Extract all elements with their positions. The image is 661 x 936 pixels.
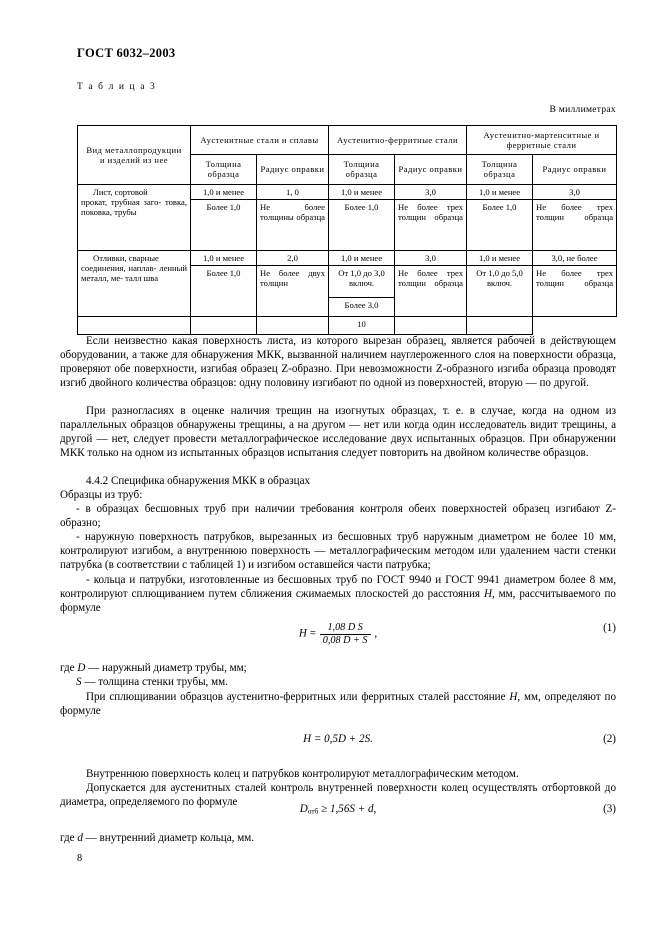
cell: От 1,0 до 3,0 включ.: [329, 265, 395, 297]
paragraph-1-block: [60, 334, 616, 390]
where-S: [60, 675, 616, 689]
formula-3-rest: ≥ 1,56S + d,: [318, 803, 377, 815]
formula-3-base: D: [299, 803, 308, 815]
subheader-radius-1: Радиус оправки: [257, 155, 329, 184]
var-D: D: [77, 662, 86, 674]
row-label-line2: прокат, трубная заго-: [81, 196, 162, 207]
cell: Не более трех толщин образца: [395, 199, 467, 250]
cell: Более 1,0: [191, 199, 257, 250]
column-header-product-type: [78, 126, 191, 185]
bullet-3-text: - кольца и патрубки, изготовленные из бесшовных труб по ГОСТ 9940 и ГОСТ 9941 диаметром более 8 мм, контролируют сплющиванием путем сближения сжимаемых плоскостей до расстояния: [60, 574, 616, 601]
formula-1-number: (1): [603, 622, 616, 634]
paragraph-2: При разногласиях в оценке наличия трещин на изогнутых образцах, т. е. в случае, когда на одном из параллельных образцов обнаружены трещины, а на другом — нет или когда один исследователь видит трещины, а другой — нет, следует провести металлографическое исследование двух испытанных образцов. При обнаружении МКК только на одном из испытанных образцов испытания следует повторить на двойном количестве образцов.: [60, 405, 616, 460]
table-row-overflow: [78, 316, 617, 334]
bullet-2: - наружную поверхность патрубков, вырезанных из бесшовных труб наружным диаметром не более 10 мм, контролируют изгибом, а внутреннюю поверхность — металлографическим методом или удалением части стенки патрубка (в соответствии с таблицей 1) и изгибом оставшейся части патрубка;: [60, 531, 616, 572]
paragraph-2-block: [60, 404, 616, 460]
cell: 1, 0: [257, 184, 329, 199]
cell: Более 3,0: [329, 297, 395, 316]
formula-3-line: [60, 803, 616, 823]
paragraph-flattening-b: , мм, определяют по формуле: [60, 691, 616, 718]
formula-1-eq: =: [309, 627, 316, 640]
formula-3-subscript: отб: [307, 806, 319, 816]
row-label-castings-welds: [78, 250, 191, 316]
row-label-sheet-rolled: [78, 184, 191, 250]
cell-empty: [78, 316, 191, 334]
var-S: S: [76, 676, 82, 689]
where-label-1: где: [60, 662, 78, 674]
table-caption: Т а б л и ц а 3: [77, 82, 157, 92]
row-label-line4: талл шва: [125, 272, 159, 283]
row-label-line3: товка, поковка, трубы: [81, 196, 187, 217]
paragraph-flattening: [60, 690, 616, 718]
formula-1-trailing: ,: [374, 627, 378, 640]
var-H: H: [483, 588, 492, 601]
var-H-2: H: [509, 691, 518, 703]
cell: 1,0 и менее: [329, 184, 395, 199]
group-header-austenitic-ferritic: Аустенитно-ферритные стали: [329, 126, 467, 155]
formula-1-fraction: [320, 622, 371, 646]
table-head-row-groups: [78, 126, 617, 155]
row-label-line2: соединения, наплав-: [81, 262, 157, 273]
var-d: d: [77, 832, 83, 844]
paragraph-before-formula-2: [60, 690, 616, 718]
cell: Более 1,0: [467, 199, 533, 250]
table-3-wrapper: [77, 125, 616, 335]
bullet-3: [60, 573, 616, 615]
cell: Не более трех толщин образца: [395, 265, 467, 316]
cell: Более 1,0: [191, 265, 257, 316]
table-3: [77, 125, 617, 335]
page-content: [46, 0, 616, 936]
cell: Не более трех толщин образца: [533, 265, 617, 316]
cell-empty: [257, 316, 329, 334]
bullet-1: - в образцах бесшовных труб при наличии требования контроля обеих поверхностей образец изгибают Z-образно;: [60, 503, 616, 530]
formula-1-lhs: H: [298, 627, 307, 640]
cell: 1,0 и менее: [467, 184, 533, 199]
formula-3-body: [60, 803, 616, 816]
standard-code-heading: ГОСТ 6032–2003: [77, 46, 176, 60]
formula-1-numerator: 1,08 D S: [320, 622, 371, 635]
formula-2-line: [60, 733, 616, 753]
subheader-radius-3: Радиус оправки: [533, 155, 617, 184]
cell: 1,0 и менее: [191, 250, 257, 265]
subheader-thickness-2: Толщина образца: [329, 155, 395, 184]
group-header-austenitic-martensitic-ferritic: Аустенитно-мартенситные и ферритные стали: [467, 126, 617, 155]
cell: От 1,0 до 5,0 включ.: [467, 265, 533, 316]
samples-from-pipes-label: Образцы из труб:: [60, 489, 143, 502]
subheader-thickness-1: Толщина образца: [191, 155, 257, 184]
row-label-line1: Лист, сортовой: [93, 186, 148, 197]
units-note: В миллиметрах: [549, 105, 616, 115]
cell: 1,0 и менее: [191, 184, 257, 199]
formula-2-number: (2): [603, 733, 616, 745]
table-row: [78, 250, 617, 265]
where-D: [60, 661, 616, 675]
column-header-product-type-line2: и изделий из нее: [100, 154, 168, 165]
formula-1-denominator: 0,08 D + S: [322, 634, 368, 646]
cell: 1,0 и менее: [329, 250, 395, 265]
cell: 3,0: [395, 250, 467, 265]
clause-442-heading: 4.4.2 Специфика обнаружения МКК в образцах: [86, 475, 311, 487]
cell: 10: [329, 316, 395, 334]
where-D-desc: — наружный диаметр трубы, мм;: [85, 662, 247, 674]
paragraph-10: Допускается для аустенитных сталей контроль внутренней поверхности колец осуществлять отбортовкой до диаметра, определяемого по формуле: [60, 782, 616, 809]
where-label-2: где: [60, 832, 78, 844]
formula-1-line: [60, 622, 616, 652]
group-header-austenitic: Аустенитные стали и сплавы: [191, 126, 329, 155]
where-S-desc: — толщина стенки трубы, мм.: [81, 676, 228, 689]
cell: Более 1,0: [329, 199, 395, 250]
paragraph-9: Внутреннюю поверхность колец и патрубков контролируют металлографическим методом.: [86, 768, 519, 780]
table-row: [78, 184, 617, 199]
formula-2-body: H = 0,5D + 2S.: [303, 733, 373, 745]
cell: 1,0 и менее: [467, 250, 533, 265]
cell-empty: [191, 316, 257, 334]
cell: 3,0, не более: [533, 250, 617, 265]
paragraph-flattening-a: При сплющивании образцов аустенитно-ферритных или ферритных сталей расстояние: [86, 691, 510, 703]
cell-empty: [395, 316, 467, 334]
subheader-thickness-3: Толщина образца: [467, 155, 533, 184]
row-label-line3: ленный металл, ме-: [81, 262, 187, 283]
bullet-3-tail: , мм, рассчитываемого по формуле: [60, 588, 616, 615]
table-head: [78, 126, 617, 185]
subheader-radius-2: Радиус оправки: [395, 155, 467, 184]
table-body: [78, 184, 617, 334]
row-label-line1: Отливки, сварные: [93, 252, 159, 263]
cell: 3,0: [395, 184, 467, 199]
cell: 2,0: [257, 250, 329, 265]
column-header-product-type-line1: Вид металлопродукции: [86, 144, 182, 155]
page-number: 8: [77, 853, 83, 864]
paragraph-1: Если неизвестно какая поверхность листа, из которого вырезан образец, является рабочей в действующем оборудовании, а также для обнаружения МКК, вызванной наличием науглероженного слоя на поверхности образца, проверяют обе поверхности, изгибая образец Z-образно. При невозможности Z-образного изгиба образца проводят изгиб двойного количества образцов: одну половину изгибают по одной из поверхностей, вторую — по другой.: [60, 335, 616, 390]
formula-1-body: [60, 622, 616, 646]
where-d: [60, 831, 616, 845]
cell: Не более двух толщин: [257, 265, 329, 316]
where-block-1: [60, 661, 616, 689]
cell: 3,0: [533, 184, 617, 199]
bullet-3-block: [60, 573, 616, 615]
formula-3-number: (3): [603, 803, 616, 815]
cell: Не более трех толщин образца: [533, 199, 617, 250]
cell: Не более толщины образца: [257, 199, 329, 250]
clause-442-block: [60, 474, 616, 572]
where-d-desc: — внутренний диаметр кольца, мм.: [82, 832, 255, 844]
where-block-2: [60, 831, 616, 845]
cell-empty: [467, 316, 533, 334]
